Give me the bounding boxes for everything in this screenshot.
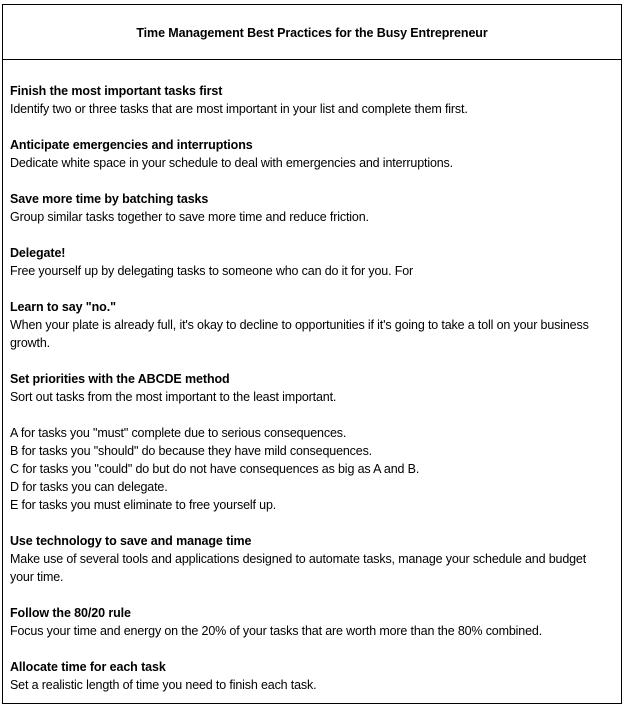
section-heading: Use technology to save and manage time (10, 534, 252, 548)
section-finish-important-tasks (10, 82, 621, 118)
section-text: Set a realistic length of time you need to finish each task. (10, 678, 317, 692)
section-heading: Follow the 80/20 rule (10, 606, 131, 620)
document-body (3, 60, 621, 694)
abcde-item-d: D for tasks you can delegate. (10, 480, 168, 494)
section-heading: Learn to say "no." (10, 300, 116, 314)
section-heading: Save more time by batching tasks (10, 192, 209, 206)
section-anticipate-emergencies (10, 136, 621, 172)
section-heading: Allocate time for each task (10, 660, 166, 674)
section-delegate (10, 244, 621, 280)
section-80-20-rule (10, 604, 621, 640)
section-text: Dedicate white space in your schedule to deal with emergencies and interruptions. (10, 156, 453, 170)
section-text: Identify two or three tasks that are most important in your list and complete them first. (10, 102, 468, 116)
abcde-list (10, 424, 621, 514)
section-heading: Anticipate emergencies and interruptions (10, 138, 253, 152)
abcde-item-a: A for tasks you "must" complete due to serious consequences. (10, 426, 347, 440)
section-text: Focus your time and energy on the 20% of your tasks that are worth more than the 80% combined. (10, 624, 543, 638)
abcde-item-c: C for tasks you "could" do but do not have consequences as big as A and B. (10, 462, 420, 476)
section-text: Make use of several tools and applications designed to automate tasks, manage your schedule and budget your time. (10, 552, 587, 584)
section-heading: Delegate! (10, 246, 66, 260)
section-use-technology (10, 532, 621, 586)
section-batching-tasks (10, 190, 621, 226)
document-title: Time Management Best Practices for the Busy Entrepreneur (136, 26, 488, 40)
section-say-no (10, 298, 621, 352)
section-heading: Finish the most important tasks first (10, 84, 223, 98)
section-heading: Set priorities with the ABCDE method (10, 372, 230, 386)
section-text: Sort out tasks from the most important to the least important. (10, 390, 337, 404)
section-text: Free yourself up by delegating tasks to someone who can do it for you. For (10, 264, 414, 278)
section-text: Group similar tasks together to save more time and reduce friction. (10, 210, 369, 224)
abcde-item-b: B for tasks you "should" do because they have mild consequences. (10, 444, 372, 458)
document-table (2, 4, 622, 704)
document-header (3, 5, 621, 60)
section-text: When your plate is already full, it's okay to decline to opportunities if it's going to take a toll on your business growth. (10, 318, 589, 350)
section-allocate-time (10, 658, 621, 694)
section-abcde-method (10, 370, 621, 514)
abcde-item-e: E for tasks you must eliminate to free yourself up. (10, 498, 277, 512)
